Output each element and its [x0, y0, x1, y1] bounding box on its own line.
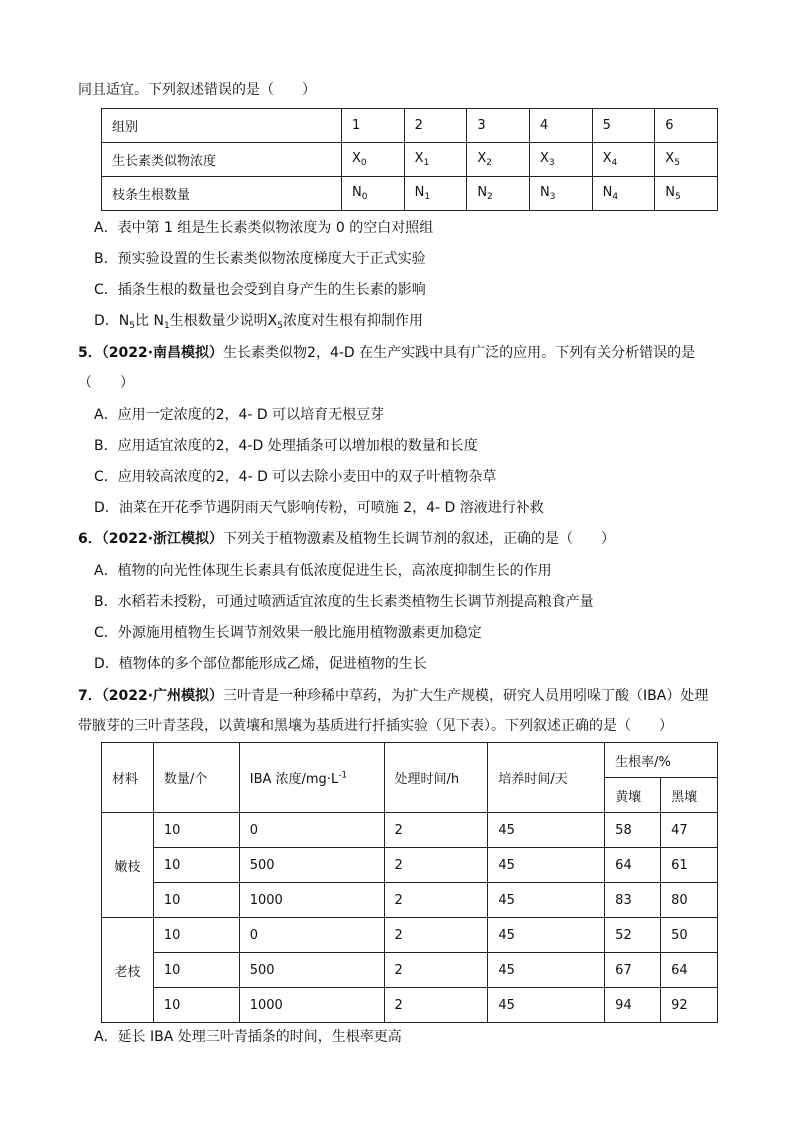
table-cell: 3 [467, 109, 530, 143]
q7-stem: 7．（2022·广州模拟）三叶青是一种珍稀中草药，为扩大生产规模，研究人员用吲哚丁酸（IBA）处理 [78, 688, 709, 704]
q4-option-b: B．预实验设置的生长素类似物浓度梯度大于正式实验 [94, 251, 426, 267]
header-material: 材料 [102, 743, 154, 813]
q5-stem-cont: （ ） [78, 375, 134, 391]
table-cell: $N_0$ [342, 177, 405, 211]
header-yellow: 黄壤 [605, 778, 661, 813]
table-cell: 80 [661, 883, 718, 918]
table-cell: 47 [661, 813, 718, 848]
table-cell: 92 [661, 988, 718, 1023]
table-cell: $N_2$ [467, 177, 530, 211]
table-cell: 1000 [239, 988, 384, 1023]
table-cell: 500 [239, 848, 384, 883]
table-cell: 5 [592, 109, 655, 143]
table-cell: 45 [488, 918, 605, 953]
table-cell: 4 [529, 109, 592, 143]
table-row [102, 177, 718, 211]
header-iba: IBA 浓度$/mg\cdot L^{-1}$ [239, 743, 384, 813]
table-row [102, 918, 718, 953]
table-cell: 10 [153, 988, 239, 1023]
table-cell: 2 [384, 883, 488, 918]
table-cell: 6 [655, 109, 718, 143]
q7-stem-cont: 带腋芽的三叶青茎段，以黄壤和黑壤为基质进行扦插实验（见下表）。下列叙述正确的是（ ） [78, 718, 673, 734]
table-cell: $X_3$ [529, 143, 592, 177]
table-row [102, 143, 718, 177]
table-row [102, 109, 718, 143]
table-cell: $X_4$ [592, 143, 655, 177]
table-cell: 0 [239, 918, 384, 953]
table-cell: 1 [342, 109, 405, 143]
table-cell: 45 [488, 988, 605, 1023]
header-count: 数量/个 [153, 743, 239, 813]
table-cell: 10 [153, 953, 239, 988]
table-cell: 500 [239, 953, 384, 988]
table-cell: 45 [488, 848, 605, 883]
header-time: 处理时间/h [384, 743, 488, 813]
table-cell: $N_1$ [404, 177, 467, 211]
table-row [102, 813, 718, 848]
table-cell: 52 [605, 918, 661, 953]
q6-option-c: C．外源施用植物生长调节剂效果一般比施用植物激素更加稳定 [94, 625, 482, 641]
table-cell: 10 [153, 918, 239, 953]
material-cell: 嫩枝 [102, 813, 154, 918]
table-growth-hormone-groups [101, 108, 718, 211]
q5-option-a: A．应用一定浓度的2，4- D 可以培育无根豆芽 [94, 407, 385, 423]
table-header-row [102, 743, 718, 778]
q6-option-d: D．植物体的多个部位都能形成乙烯，促进植物的生长 [94, 656, 427, 672]
table-cell: $X_0$ [342, 143, 405, 177]
table-cell: 2 [384, 918, 488, 953]
q4-option-c: C．插条生根的数量也会受到自身产生的生长素的影响 [94, 282, 426, 298]
table-cell: 2 [384, 953, 488, 988]
material-cell: 老枝 [102, 918, 154, 1023]
row-label: 生长素类似物浓度 [102, 143, 342, 177]
header-black: 黑壤 [661, 778, 718, 813]
table-cell: 67 [605, 953, 661, 988]
table-cell: 2 [384, 813, 488, 848]
table-cell: $X_2$ [467, 143, 530, 177]
table-row [102, 953, 718, 988]
table-cell: 58 [605, 813, 661, 848]
table-row [102, 988, 718, 1023]
table-cell: $X_5$ [655, 143, 718, 177]
q6-option-b: B．水稻若未授粉，可通过喷洒适宜浓度的生长素类植物生长调节剂提高粮食产量 [94, 594, 594, 610]
row-label: 枝条生根数量 [102, 177, 342, 211]
table-cell: 2 [384, 848, 488, 883]
header-culture: 培养时间/天 [488, 743, 605, 813]
q5-option-c: C．应用较高浓度的2，4- D 可以去除小麦田中的双子叶植物杂草 [94, 469, 497, 485]
question-intro-line: 同且适宜。下列叙述错误的是（ ） [78, 82, 316, 98]
table-cell: $X_1$ [404, 143, 467, 177]
table-cell: 2 [384, 988, 488, 1023]
table-cell: 10 [153, 883, 239, 918]
q7-option-a: A．延长 IBA 处理三叶青插条的时间，生根率更高 [94, 1029, 402, 1045]
table-cell: 64 [605, 848, 661, 883]
table-row [102, 883, 718, 918]
table-cell: 94 [605, 988, 661, 1023]
q4-option-d: D．$N_5$比 $N_1$生根数量少说明$X_5$浓度对生根有抑制作用 [94, 313, 423, 331]
table-cell: 45 [488, 953, 605, 988]
table-cell: 0 [239, 813, 384, 848]
q4-option-a: A．表中第 1 组是生长素类似物浓度为 0 的空白对照组 [94, 220, 434, 236]
table-cell: 61 [661, 848, 718, 883]
table-cell: 2 [404, 109, 467, 143]
table-cell: 83 [605, 883, 661, 918]
table-cell: 45 [488, 813, 605, 848]
table-cell: $N_5$ [655, 177, 718, 211]
header-rate: 生根率/% [605, 743, 718, 778]
q5-option-b: B．应用适宜浓度的2，4-D 处理插条可以增加根的数量和长度 [94, 438, 478, 454]
row-label: 组别 [102, 109, 342, 143]
q5-stem: 5．（2022·南昌模拟）生长素类似物2，4-D 在生产实践中具有广泛的应用。下列有关分析错误的是 [78, 345, 696, 361]
table-row [102, 848, 718, 883]
table-cell: $N_4$ [592, 177, 655, 211]
table-cell: 10 [153, 813, 239, 848]
table-cell: 10 [153, 848, 239, 883]
table-cell: 64 [661, 953, 718, 988]
table-iba-rooting-experiment [101, 742, 718, 1023]
table-cell: 45 [488, 883, 605, 918]
table-cell: $N_3$ [529, 177, 592, 211]
table-cell: 1000 [239, 883, 384, 918]
q6-option-a: A．植物的向光性体现生长素具有低浓度促进生长，高浓度抑制生长的作用 [94, 563, 552, 579]
q5-option-d: D．油菜在开花季节遇阴雨天气影响传粉，可喷施 2，4- D 溶液进行补救 [94, 500, 544, 516]
table-cell: 50 [661, 918, 718, 953]
q6-stem: 6．（2022·浙江模拟）下列关于植物激素及植物生长调节剂的叙述，正确的是（ ） [78, 531, 616, 547]
